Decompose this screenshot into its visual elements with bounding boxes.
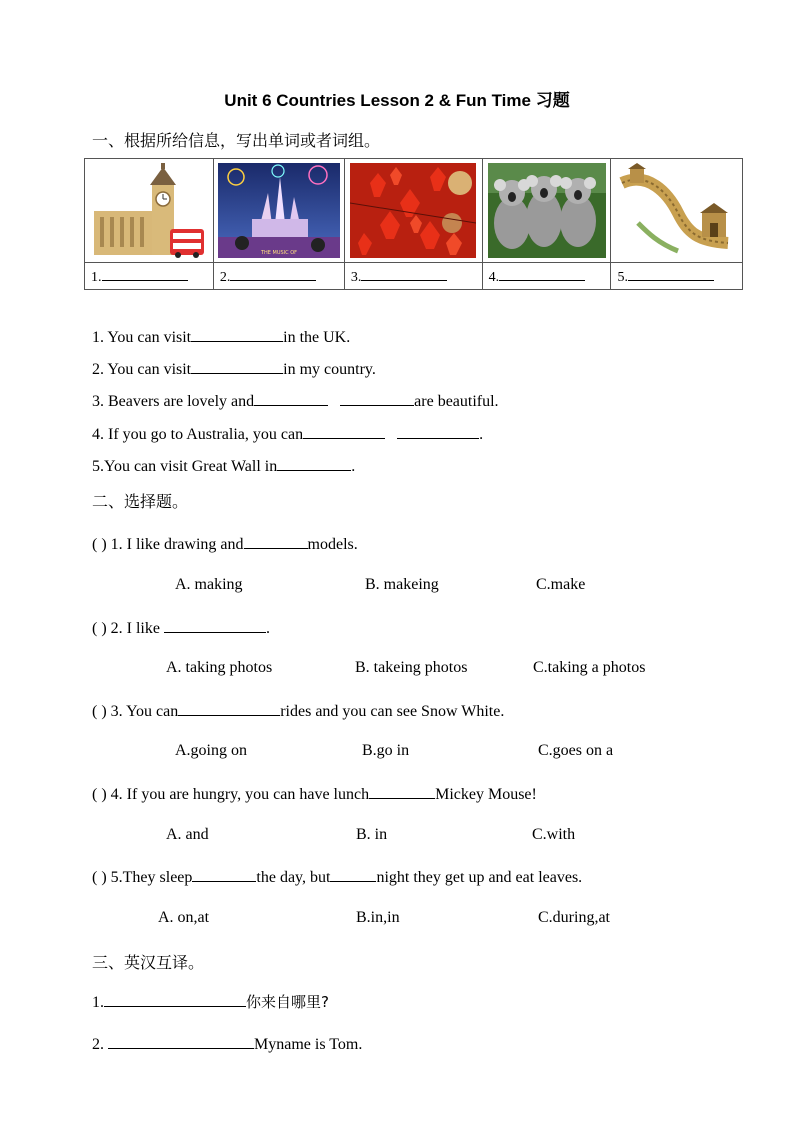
answer-blank[interactable]	[230, 266, 316, 281]
picture-cell-3	[344, 159, 482, 263]
question-1: ( ) 1. I like drawing and models.	[92, 536, 358, 553]
answer-blank[interactable]	[369, 784, 435, 799]
answer-blank[interactable]	[192, 867, 256, 882]
q3-option-c[interactable]: C.goes on a	[538, 742, 614, 759]
q4-option-c[interactable]: C.with	[532, 826, 576, 843]
translation-1: 1. 你来自哪里?	[92, 993, 329, 1011]
disneyland-castle-picture	[218, 163, 340, 258]
question-4: ( ) 4. If you are hungry, you can have lunch Mickey Mouse!	[92, 786, 537, 803]
page-title: Unit 6 Countries Lesson 2 & Fun Time 习题	[224, 91, 570, 110]
q2-option-c[interactable]: C.taking a photos	[533, 659, 646, 676]
q2-option-b[interactable]: B. takeing photos	[355, 659, 468, 676]
section-2-heading: 二、选择题。	[92, 492, 189, 511]
sentence-3: 3. Beavers are lovely and are beautiful.	[92, 393, 499, 410]
big-ben-london-picture	[90, 163, 208, 258]
section-3-heading: 三、英汉互译。	[92, 953, 205, 972]
answer-blank[interactable]	[102, 266, 188, 281]
q5-option-a[interactable]: A. on,at	[158, 909, 210, 926]
picture-blank-1: 1.	[85, 263, 214, 290]
answer-paren[interactable]: ( )	[92, 620, 107, 637]
answer-blank[interactable]	[108, 1034, 254, 1049]
answer-blank[interactable]	[178, 701, 280, 716]
red-maple-leaves-picture	[350, 163, 476, 258]
q1-option-a[interactable]: A. making	[175, 576, 243, 593]
answer-paren[interactable]: ( )	[92, 786, 107, 803]
answer-blank[interactable]	[628, 266, 714, 281]
q5-option-c[interactable]: C.during,at	[538, 909, 610, 926]
q4-option-b[interactable]: B. in	[356, 826, 388, 843]
answer-blank[interactable]	[499, 266, 585, 281]
answer-paren[interactable]: ( )	[92, 703, 107, 720]
sentence-5: 5.You can visit Great Wall in .	[92, 458, 356, 475]
picture-cell-2	[213, 159, 344, 263]
answer-blank[interactable]	[361, 266, 447, 281]
q3-option-b[interactable]: B.go in	[362, 742, 410, 759]
sentence-1: 1. You can visit in the UK.	[92, 329, 351, 346]
picture-blank-3: 3.	[344, 263, 482, 290]
great-wall-picture	[618, 163, 736, 258]
q1-option-b[interactable]: B. makeing	[365, 576, 439, 593]
section-1-heading: 一、根据所给信息，写出单词或者词组。	[92, 131, 381, 150]
q5-option-b[interactable]: B.in,in	[356, 909, 400, 926]
answer-blank[interactable]	[254, 391, 328, 406]
sentence-4: 4. If you go to Australia, you can .	[92, 426, 484, 443]
q2-option-a[interactable]: A. taking photos	[166, 659, 273, 676]
answer-blank[interactable]	[397, 424, 479, 439]
picture-blank-4: 4.	[482, 263, 611, 290]
question-3: ( ) 3. You can rides and you can see Snow White.	[92, 703, 505, 720]
answer-blank[interactable]	[303, 424, 385, 439]
answer-blank[interactable]	[191, 359, 283, 374]
picture-table	[84, 158, 743, 290]
picture-cell-1	[85, 159, 214, 263]
q3-option-a[interactable]: A.going on	[175, 742, 247, 759]
translation-2: 2. Myname is Tom.	[92, 1036, 363, 1053]
koalas-picture	[488, 163, 606, 258]
picture-cell-4	[482, 159, 611, 263]
picture-blank-2: 2.	[213, 263, 344, 290]
answer-paren[interactable]: ( )	[92, 536, 107, 553]
answer-blank[interactable]	[340, 391, 414, 406]
answer-blank[interactable]	[191, 327, 283, 342]
question-5: ( ) 5.They sleep the day, but night they get up and eat leaves.	[92, 869, 583, 886]
picture-blank-5: 5.	[611, 263, 743, 290]
answer-blank[interactable]	[330, 867, 376, 882]
poster-text: THE MUSIC OF	[260, 250, 297, 256]
answer-blank[interactable]	[104, 992, 246, 1007]
answer-paren[interactable]: ( )	[92, 869, 107, 886]
question-2: ( ) 2. I like .	[92, 620, 270, 637]
q4-option-a[interactable]: A. and	[166, 826, 209, 843]
q1-option-c[interactable]: C.make	[536, 576, 586, 593]
answer-blank[interactable]	[164, 618, 266, 633]
answer-blank[interactable]	[277, 456, 351, 471]
sentence-2: 2. You can visit in my country.	[92, 361, 376, 378]
answer-blank[interactable]	[244, 534, 308, 549]
picture-cell-5	[611, 159, 743, 263]
